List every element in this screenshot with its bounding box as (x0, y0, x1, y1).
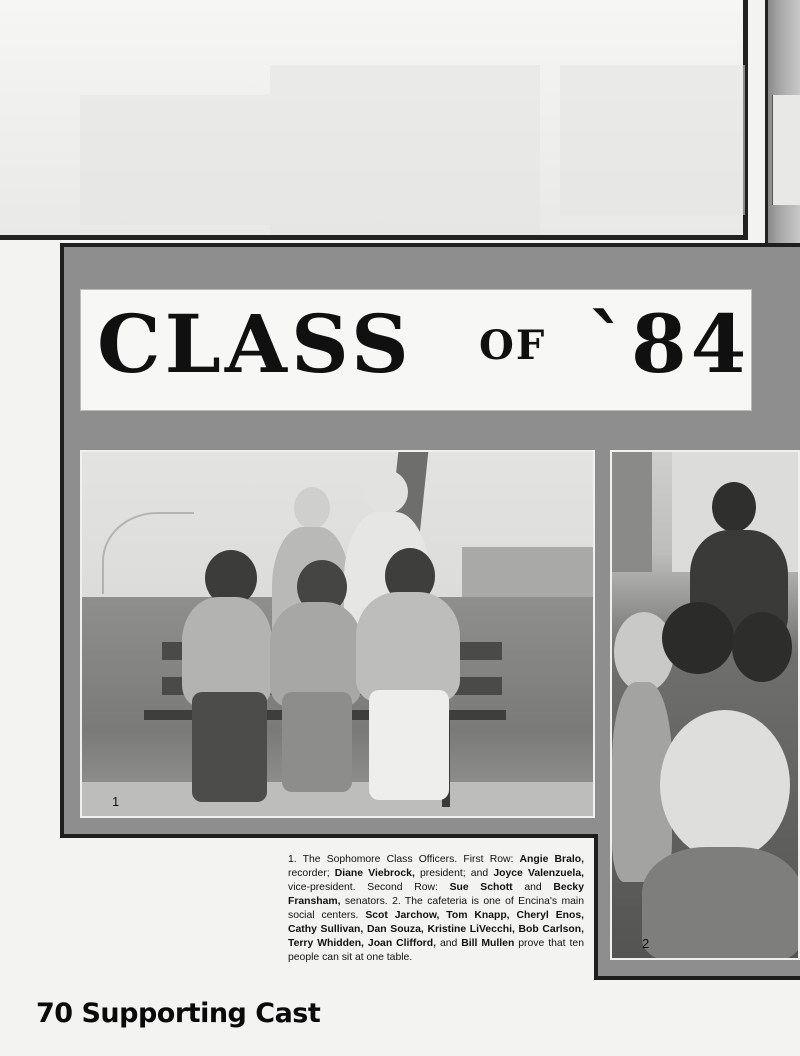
caption-name: Bill Mullen (461, 938, 515, 949)
cafeteria-photo (610, 450, 800, 960)
caption-name: Scot Jarchow, Tom Knapp, Cheryl Enos, Cathy Sullivan, Dan Souza, Kristine LiVecchi, Bob Carlson, Terry Whidden, Joan Clifford, (288, 910, 584, 949)
photo-1-number: 1 (112, 794, 120, 809)
caption-text: and (512, 882, 554, 893)
caption-name: Angie Bralo, (519, 854, 584, 865)
title-banner (80, 289, 752, 411)
faded-top-photo (0, 0, 748, 240)
class-officers-photo (80, 450, 595, 818)
caption-text: recorder; (288, 868, 335, 879)
caption-name: Joyce Valenzuela, (493, 868, 584, 879)
page-folio: 70 Supporting Cast (36, 998, 321, 1029)
title-of: OF (479, 322, 547, 369)
frame-rule (60, 834, 598, 838)
caption-name: Becky Fransham, (288, 882, 584, 907)
photo-caption (288, 853, 584, 965)
photo-2-number: 2 (642, 936, 650, 951)
caption-text: 1. The Sophomore Class Officers. First Row: (288, 854, 520, 865)
caption-name: Sue Schott (449, 882, 513, 893)
caption-text: and (435, 938, 462, 949)
caption-text: senators. 2. The cafeteria is one of Encina's main social centers. (288, 896, 584, 921)
caption-text: president; and (414, 868, 494, 879)
caption-text: vice-president. Second Row: (288, 882, 450, 893)
caption-name: Diane Viebrock, (334, 868, 415, 879)
title-year: `84 (587, 297, 751, 391)
title-class: CLASS (97, 297, 413, 391)
caption-text: prove that ten people can sit at one table. (288, 938, 584, 963)
